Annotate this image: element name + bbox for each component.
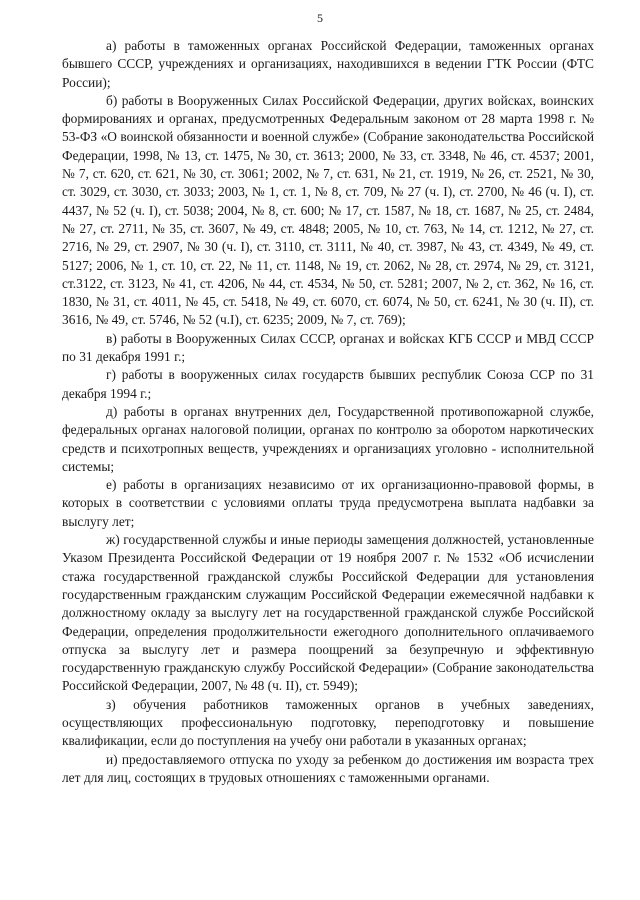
paragraph-a: а) работы в таможенных органах Российской Федерации, таможенных органах бывшего СССР, учреждениях и организациях, находившихся в ведении ГТК России (ФТС России);	[62, 38, 594, 90]
paragraph-v: в) работы в Вооруженных Силах СССР, органах и войсках КГБ СССР и МВД СССР по 31 декабря 1991 г.;	[62, 330, 594, 365]
page-number: 5	[317, 11, 323, 25]
paragraph-i: и) предоставляемого отпуска по уходу за ребенком до достижения им возраста трех лет для лиц, состоящих в трудовых отношениях с таможенными органами.	[62, 751, 594, 785]
paragraph-g: г) работы в вооруженных силах государств бывших республик Союза ССР по 31 декабря 1994 г.;	[62, 367, 594, 401]
paragraph-z: з) обучения работников таможенных органов в учебных заведениях, осуществляющих профессиональную подготовку, переподготовку и повышение квалификации, если до поступления на учебу они работали в указанных органах;	[62, 696, 594, 749]
document-body	[62, 37, 594, 787]
paragraph-zh: ж) государственной службы и иные периоды замещения должностей, установленные Указом Президента Российской Федерации от 19 ноября 2007 г. № 1532 «Об исчислении стажа государственной гражданской службы Российской Федерации для установления государственным гражданским служащим Российской Федерации ежемесячной надбавки к должностному окладу за выслугу лет на государственной гражданской службе Российской Федерации, определения продолжительности ежегодного дополнительного оплачиваемого отпуска за выслугу лет и размера поощрений за безупречную и эффективную государственную гражданскую службу Российской Федерации» (Собрание законодательства Российской Федерации, 2007, № 48 (ч. II), ст. 5949);	[62, 532, 594, 694]
paragraph-d: д) работы в органах внутренних дел, Государственной противопожарной службе, федеральных органах налоговой полиции, органах по контролю за оборотом наркотических средств и психотропных веществ, учреждениях и организациях уголовно - исполнительной системы;	[62, 403, 594, 474]
paragraph-b: б) работы в Вооруженных Силах Российской Федерации, других войсках, воинских формированиях и органах, предусмотренных Федеральным законом от 28 марта 1998 г. № 53-ФЗ «О воинской обязанности и военной службе» (Собрание законодательства Российской Федерации, 1998, № 13, ст. 1475, № 30, ст. 3613; 2000, № 33, ст. 3348, № 46, ст. 4537; 2001, № 7, ст. 620, ст. 621, № 30, ст. 3061; 2002, № 7, ст. 631, № 21, ст. 1919, № 26, ст. 2521, № 30, ст. 3029, ст. 3030, ст. 3033; 2003, № 1, ст. 1, № 8, ст. 709, № 27 (ч. I), ст. 2700, № 46 (ч. I), ст. 4437, № 52 (ч. I), ст. 5038; 2004, № 8, ст. 600; № 17, ст. 1587, № 18, ст. 1687, № 25, ст. 2484, № 27, ст. 2711, № 35, ст. 3607, № 49, ст. 4848; 2005, № 10, ст. 763, № 14, ст. 1212, № 27, ст. 2716, № 29, ст. 2907, № 30 (ч. I), ст. 3110, ст. 3111, № 40, ст. 3987, № 43, ст. 4349, № 49, ст. 5127; 2006, № 1, ст. 10, ст. 22, № 11, ст. 1148, № 19, ст. 2062, № 28, ст. 2974, № 29, ст. 3121, ст.3122, ст. 3123, № 41, ст. 4206, № 44, ст. 4534, № 50, ст. 5281; 2007, № 2, ст. 362, № 16, ст. 1830, № 31, ст. 4011, № 45, ст. 5418, № 49, ст. 6070, ст. 6074, № 50, ст. 6241, № 30 (ч. II), ст. 3616, № 49, ст. 5746, № 52 (ч.I), ст. 6235; 2009, № 7, ст. 769);	[62, 92, 594, 328]
paragraph-e: е) работы в организациях независимо от их организационно-правовой формы, в которых в соответствии с условиями оплаты труда предусмотрена выплата надбавки за выслугу лет;	[62, 477, 594, 529]
